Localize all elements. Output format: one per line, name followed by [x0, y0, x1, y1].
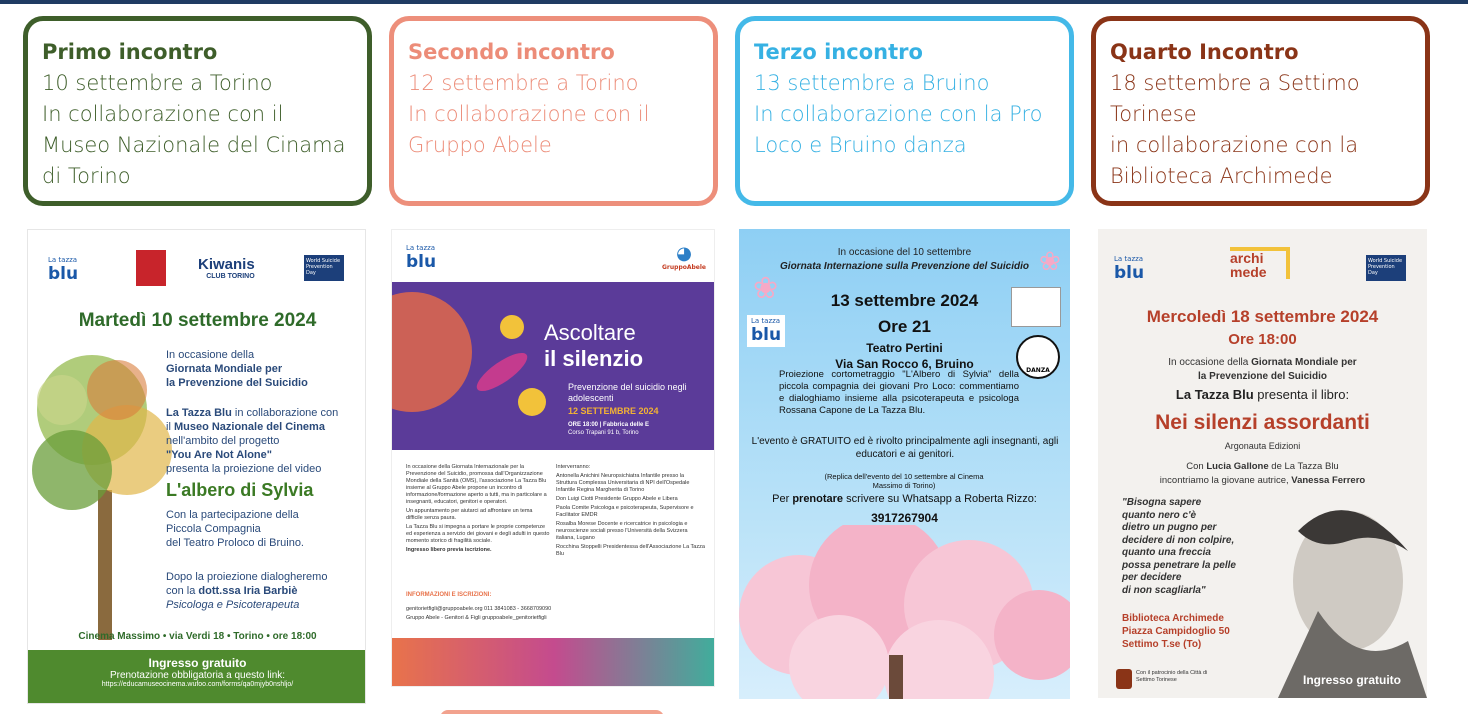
p3-address: Via San Rocco 6, Bruino — [835, 357, 974, 371]
card-line: Torinese — [1110, 102, 1197, 126]
p3-free: L'evento è GRATUITO ed è rivolto principalmente agli insegnanti, agli educatori e ai genitori. — [751, 436, 1059, 460]
p1-bold: Museo Nazionale del Cinema — [173, 421, 325, 433]
bottom-partial-button[interactable] — [440, 710, 664, 714]
quote-line: per decidere — [1122, 572, 1182, 583]
p4-time: Ore 18:00 — [1228, 331, 1297, 348]
p1-bold: La Tazza Blu — [166, 407, 232, 419]
p1-bold: dott.ssa Iria Barbiè — [198, 585, 298, 597]
p1-line: Giornata Mondiale per — [166, 363, 283, 375]
p1-text: il — [166, 421, 174, 433]
poster-10-settembre[interactable] — [27, 229, 366, 704]
card-title: Terzo incontro — [754, 40, 923, 64]
card-line: In collaborazione con il — [42, 102, 284, 126]
p2-right-column — [556, 464, 706, 558]
quote-line: decidere di non colpire, — [1122, 534, 1235, 546]
p1-line — [166, 584, 297, 598]
tazza-blu-logo — [1114, 255, 1144, 283]
logo-small-text: La tazza — [406, 244, 436, 252]
archimede-logo: archi mede — [1230, 247, 1290, 279]
p3-date: 13 settembre 2024 — [830, 291, 979, 310]
top-border — [0, 0, 1468, 4]
p4-line — [1098, 387, 1427, 402]
p2-date: 12 SETTEMBRE 2024 — [568, 406, 659, 416]
p1-line: la Prevenzione del Suicidio — [166, 377, 308, 389]
p4-bold: La Tazza Blu — [1175, 387, 1254, 402]
card-line: in collaborazione con la — [1110, 133, 1359, 157]
logo-small-text: La tazza — [1114, 255, 1144, 263]
p2-info-line: genitorietfigli@gruppoabele.org 011 3841083 - 3668709090 — [406, 606, 552, 612]
p2-speaker: Paola Comite Psicologa e psicoterapeuta, Supervisore e Facilitator EMDR — [556, 505, 694, 518]
card-line: In collaborazione con la Pro — [754, 102, 1043, 126]
p3-booking — [739, 493, 1070, 505]
p1-line: del Teatro Proloco di Bruino. — [166, 537, 304, 549]
p4-library — [1122, 612, 1230, 651]
p2-speaker: Don Luigi Ciotti Presidente Gruppo Abele e Libera — [556, 496, 678, 502]
p2-banner — [392, 282, 715, 450]
card-line: Museo Nazionale del Cinama — [42, 133, 346, 157]
p1-link[interactable]: https://educamuseocinema.wufoo.com/forms/qa0mjyb0nshljo/ — [101, 681, 294, 688]
card-line: In collaborazione con il — [408, 102, 650, 126]
quote-line: quanto nero c'è — [1122, 509, 1197, 521]
card-line: Biblioteca Archimede — [1110, 164, 1333, 188]
poster-13-settembre[interactable] — [739, 229, 1070, 699]
p2-right-heading: Interverranno: — [556, 464, 591, 470]
quote-line: di non scagliarla" — [1122, 584, 1206, 596]
card-title: Primo incontro — [42, 40, 218, 64]
p2-address: Corso Trapani 91 b, Torino — [568, 430, 639, 436]
flower-icon: ❀ — [1039, 247, 1061, 277]
abele-text: GruppoAbele — [662, 264, 707, 271]
bruino-danza-logo: DANZA — [1016, 335, 1060, 379]
p4-text: In occasione della — [1168, 357, 1252, 368]
p4-book-title: Nei silenzi assordanti — [1155, 411, 1370, 434]
p1-text: con la — [166, 585, 199, 597]
poster-18-settembre[interactable] — [1098, 229, 1427, 698]
p1-line: Psicologa e Psicoterapeuta — [166, 599, 300, 611]
p4-free: Ingresso gratuito — [1303, 673, 1402, 687]
p3-replica: (Replica dell'evento del 10 settembre al Cinema Massimo di Torino) — [824, 472, 984, 490]
p4-line — [1098, 357, 1427, 368]
p2-left-text: Ingresso libero previa iscrizione. — [406, 547, 492, 553]
p1-line: In occasione della — [166, 349, 255, 361]
quote-line: quanto una freccia — [1122, 547, 1211, 558]
p4-date: Mercoledì 18 settembre 2024 — [1146, 307, 1379, 326]
gruppo-abele-logo: ◕ GruppoAbele — [662, 243, 707, 271]
poster-date: Martedì 10 settembre 2024 — [78, 310, 317, 331]
p4-bold: Giornata Mondiale per — [1251, 357, 1357, 368]
p2-time: ORE 18:00 | Fabbrica delle E — [568, 422, 650, 428]
card-line: 18 settembre a Settimo — [1110, 71, 1360, 95]
p4-text: de La Tazza Blu — [1268, 461, 1339, 472]
card-line: Loco e Bruino danza — [754, 133, 967, 157]
tazza-blu-logo — [406, 244, 436, 272]
pro-loco-logo — [1011, 287, 1061, 327]
card-line: 10 settembre a Torino — [42, 71, 273, 95]
library-name: Biblioteca Archimede — [1122, 613, 1224, 624]
p2-speaker: Antonella Anichini Neuropsichiatra Infantile presso la Struttura Complessa Universitaria di NPI dell'Ospedale Infantile Regina Margherita di Torino — [556, 473, 690, 493]
p1-line — [166, 420, 325, 434]
p4-publisher: Argonauta Edizioni — [1224, 441, 1301, 451]
p3-line: Giornata Internazione sulla Prevenzione del Suicidio — [780, 261, 1029, 272]
p4-line: la Prevenzione del Suicidio — [1198, 371, 1327, 382]
p3-phone: 3917267904 — [871, 511, 938, 525]
p1-line: presenta la proiezione del video — [166, 463, 322, 475]
flower-icon: ❀ — [753, 271, 779, 306]
p4-bold: Lucia Gallone — [1206, 461, 1269, 472]
logo-small-text: La tazza — [751, 317, 781, 325]
kiwanis-sub: CLUB TORINO — [206, 273, 255, 280]
coat-of-arms-icon — [1116, 669, 1132, 689]
tazza-blu-logo — [48, 256, 78, 284]
p1-booking: Prenotazione obbligatoria a questo link: — [109, 670, 286, 681]
card-title: Secondo incontro — [408, 40, 615, 64]
p2-subtitle: Prevenzione del suicidio negli adolescenti — [568, 382, 687, 403]
p2-bottom-band — [392, 638, 715, 687]
p3-bold: prenotare — [792, 493, 844, 505]
kiwanis-logo — [198, 256, 255, 281]
p1-text: in collaborazione con — [231, 407, 339, 419]
library-city: Settimo T.se (To) — [1122, 639, 1202, 650]
card-line: Gruppo Abele — [408, 133, 552, 157]
quote-line: possa penetrare la pelle — [1122, 559, 1236, 571]
p4-text: Con — [1186, 461, 1207, 472]
museo-cinema-logo — [136, 250, 166, 286]
card-primo-incontro — [23, 16, 372, 206]
p3-time: Ore 21 — [878, 317, 931, 336]
p1-venue: Cinema Massimo • via Verdi 18 • Torino • ore 18:00 — [78, 631, 317, 642]
p3-place: Teatro Pertini — [866, 341, 943, 355]
p1-line: "You Are Not Alone" — [166, 449, 272, 461]
p1-footer — [28, 650, 366, 704]
p1-line: Dopo la proiezione dialogheremo — [166, 571, 328, 583]
sketch-portrait — [1258, 491, 1427, 698]
logo-text: blu — [751, 325, 782, 345]
p2-left-column — [406, 464, 550, 554]
card-line: di Torino — [42, 164, 131, 188]
quote-line: dietro un pugno per — [1122, 522, 1217, 533]
card-terzo-incontro — [735, 16, 1074, 206]
p2-speaker: Rosalba Morese Docente e ricercatrice in psicologia e neuroscienze sociali presso l'Università della Svizzera italiana, Lugano — [556, 521, 688, 541]
p3-text: scrivere su Whatsapp a Roberta Rizzo: — [843, 493, 1037, 505]
kiwanis-text: Kiwanis — [198, 256, 255, 273]
p4-bold: Vanessa Ferrero — [1291, 475, 1366, 486]
p2-info-line: Gruppo Abele - Genitori & Figli gruppoabele_genitorietfigli — [406, 615, 547, 621]
p1-free: Ingresso gratuito — [148, 656, 247, 670]
violin-illustration — [392, 282, 552, 450]
p4-line — [1098, 475, 1427, 486]
library-address: Piazza Campidoglio 50 — [1122, 626, 1230, 637]
p4-line — [1098, 461, 1427, 472]
wspd-logo: World Suicide Prevention Day — [304, 255, 344, 281]
logo-text: blu — [48, 264, 79, 284]
p2-title-2: il silenzio — [544, 346, 644, 371]
card-secondo-incontro — [389, 16, 718, 206]
p1-line: nell'ambito del progetto — [166, 435, 280, 447]
tazza-blu-logo — [747, 315, 785, 347]
p1-film-title: L'albero di Sylvia — [166, 480, 314, 500]
logo-small-text: La tazza — [48, 256, 78, 264]
p2-speaker: Rocchina Stoppelli Presidentessa dell'Associazione La Tazza Blu — [556, 544, 705, 557]
poster-12-settembre[interactable] — [391, 229, 715, 687]
p3-body: Proiezione cortometraggio "L'Albero di Sylvia" della piccola compagnia dei giovani Pro Loco: commentiamo e dialoghiamo insieme alla psicoterapeuta e psicologa Rossana Capone de La Tazza Blu. — [779, 369, 1019, 416]
p2-left-text: In occasione della Giornata Internazionale per la Prevenzione del Suicidio, promossa dall'Organizzazione Mondiale della Sanità (OMS), l'associazione La Tazza Blu insieme al Gruppo Abele propone un incontro di informazione/formazione aperto a tutti, ma in particolare a insegnanti, educatori, genitori e operatori. — [406, 464, 547, 505]
p4-text: incontriamo la giovane autrice, — [1159, 475, 1292, 486]
quote-line: "Bisogna sapere — [1122, 497, 1202, 508]
p1-line: Piccola Compagnia — [166, 523, 261, 535]
p2-info-heading: INFORMAZIONI E ISCRIZIONI: — [406, 592, 492, 598]
card-line: 12 settembre a Torino — [408, 71, 639, 95]
p2-title-1: Ascoltare — [544, 320, 636, 345]
p1-line: Con la partecipazione della — [166, 509, 299, 521]
p4-quote — [1122, 497, 1236, 597]
card-quarto-incontro — [1091, 16, 1430, 206]
p4-text: presenta il libro: — [1253, 387, 1350, 402]
logo-text: blu — [1114, 263, 1145, 283]
cherry-blossom-tree — [739, 525, 1070, 699]
p2-left-text: Un appuntamento per aiutarci ad affrontare un tema difficile senza paura. — [406, 508, 533, 521]
p1-line — [166, 406, 338, 420]
p2-left-text: La Tazza Blu si impegna a portare le proprie competenze ed esperienza a servizio dei giovani e degli adulti in questo momento storico di fragilità sociale. — [406, 524, 550, 544]
p4-patronage: Con il patrocinio della Città di Settimo Torinese — [1136, 670, 1208, 683]
wspd-logo: World Suicide Prevention Day — [1366, 255, 1406, 281]
logo-text: blu — [406, 252, 437, 272]
card-title: Quarto Incontro — [1110, 40, 1299, 64]
p3-text: Per — [772, 493, 793, 505]
card-line: 13 settembre a Bruino — [754, 71, 990, 95]
p3-line: In occasione del 10 settembre — [837, 247, 972, 258]
tree-illustration — [32, 340, 182, 640]
